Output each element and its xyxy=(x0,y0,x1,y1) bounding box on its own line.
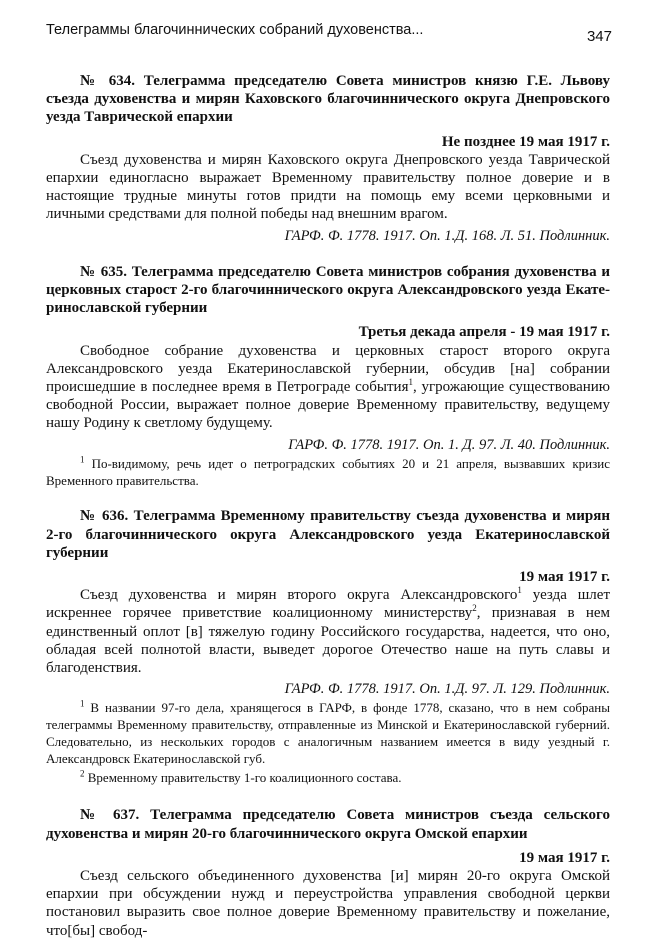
doc-635-title: № 635. Телеграмма председателю Совета министров собрания духовенства и церковных старост 2-го благочиннического округа Александровского уезда Екате-ринославской губернии xyxy=(46,263,610,317)
doc-636-source: ГАРФ. Ф. 1778. 1917. Оп. 1.Д. 97. Л. 129. Подлинник. xyxy=(284,681,610,698)
footnote-text: По-видимому, речь идет о петроградских событиях 20 и 21 апреля, вызвавших кризис Временного правительства. xyxy=(46,455,610,488)
document-635 xyxy=(46,263,610,490)
doc-637-title: № 637. Телеграмма председателю Совета министров съезда сельского духовенства и мирян 20-го благочиннического округа Омской епархии xyxy=(46,807,610,842)
footnote-text: Временному правительству 1-го коалиционного состава. xyxy=(84,769,402,785)
footnote-ref: 2 xyxy=(472,603,477,614)
doc-634-date: Не позднее 19 мая 1917 г. xyxy=(441,133,610,150)
doc-634-source: ГАРФ. Ф. 1778. 1917. Оп. 1.Д. 168. Л. 51. Подлинник. xyxy=(284,227,610,244)
footnote-text: В названии 97-го дела, хранящегося в ГАРФ, в фонде 1778, сказано, что в нем собраны телеграммы Временному правительству, отправленные из Минской и Екатеринославской губерний. Следовательно, из нескольких городов с аналогичным названием имеется в виду уездный г. Александровск Екатеринославской губ. xyxy=(46,700,610,766)
section-spacer xyxy=(46,786,610,806)
doc-637-date: 19 мая 1917 г. xyxy=(519,849,610,866)
doc-635-source: ГАРФ. Ф. 1778. 1917. Оп. 1. Д. 97. Л. 40. Подлинник. xyxy=(288,436,610,453)
footnote-mark: 1 xyxy=(80,454,85,465)
section-spacer xyxy=(46,245,610,263)
doc-636-title: № 636. Телеграмма Временному правительству съезда духовенства и мирян 2-го благочиннического округа Александровского уезда Екатеринославской губернии xyxy=(46,508,610,561)
doc-635-date: Третья декада апреля - 19 мая 1917 г. xyxy=(358,324,610,341)
doc-634-body: Съезд духовенства и мирян Каховского округа Днепровского уезда Таврической епархии единогласно выражает Временному правительству полное доверие и в настоящие трудные минуты готов придти на помощь ему всеми церковными и личными средствами для полной победы над внешним врагом. xyxy=(46,151,610,223)
doc-635-body-part: , угрожающие существованию свободной России, выражает полное доверие Временному правительству, ведущему нашу Родину к светлому будущему. xyxy=(46,379,610,432)
doc-635-body xyxy=(46,342,610,433)
running-header: Телеграммы благочиннических собраний духовенства... xyxy=(46,22,424,38)
doc-637-body: Съезд сельского объединенного духовенства [и] мирян 20-го округа Омской епархии при обсуждении нужд и переустройства управления свободной церкви постановил выразить свое полное доверие Временному правительству и пожелание, что[бы] свобод- xyxy=(46,868,610,939)
footnote-ref: 1 xyxy=(408,377,413,388)
document-634 xyxy=(46,72,610,245)
doc-636-footnote-2 xyxy=(46,770,610,787)
doc-635-footnote xyxy=(46,456,610,490)
doc-636-body-part: Съезд духовенства и мирян второго округа Александровского xyxy=(80,587,518,604)
doc-636-date: 19 мая 1917 г. xyxy=(519,569,610,586)
doc-636-body-part: уезда шлет искреннее горячее приветствие коалиционному министерству xyxy=(46,587,611,622)
footnote-mark: 1 xyxy=(80,699,85,710)
doc-635-body-part: Свободное собрание духовенства и церковных старост второго округа Александровского уезда Екатеринославской губернии, обсудив [на] собрании происшедшие в последнее время в Петрограде события xyxy=(46,342,610,396)
doc-636-body xyxy=(46,586,610,677)
page-content xyxy=(46,72,610,940)
footnote-ref: 1 xyxy=(517,585,522,596)
doc-634-title: № 634. Телеграмма председателю Совета министров князю Г.Е. Львову съезда духовенства и мирян Каховского благочиннического округа Днепровского уезда Таврической епархии xyxy=(46,73,610,126)
document-637 xyxy=(46,806,610,939)
footnote-mark: 2 xyxy=(80,768,85,779)
section-spacer xyxy=(46,489,610,507)
page-number: 347 xyxy=(586,28,612,45)
doc-636-body-part: , признавая в нем единственный оплот [в] тяжелую годину Российского государства, надеется, что оно, обладая всей полнотой власти, выведет дорогое Отечество наше на путь славы и благоденствия. xyxy=(46,605,610,677)
document-636 xyxy=(46,507,610,786)
doc-636-footnote-1 xyxy=(46,700,610,767)
